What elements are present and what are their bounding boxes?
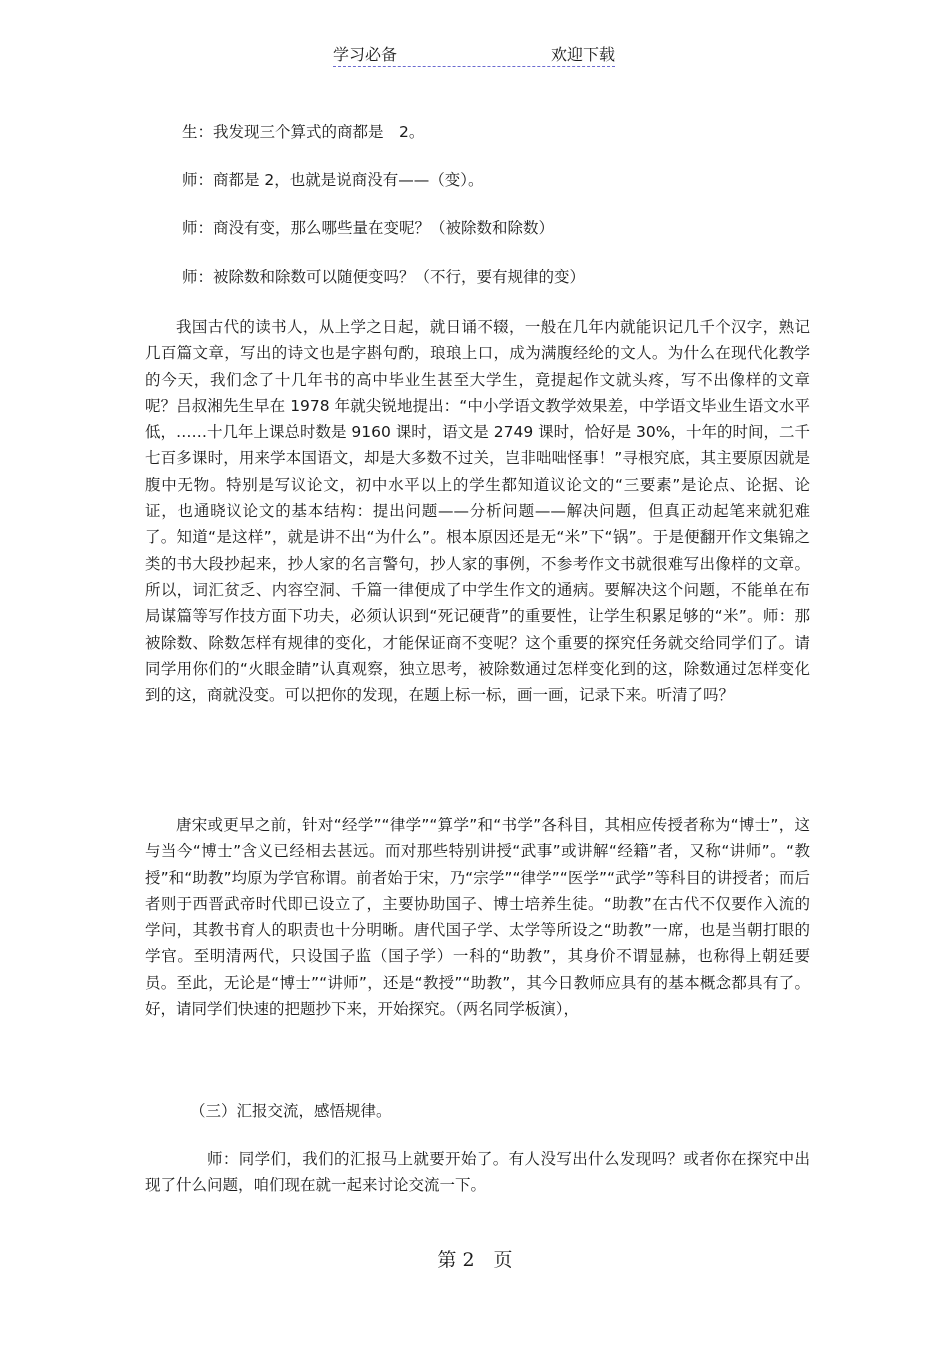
page-header xyxy=(333,40,615,67)
dialog-line-2: 师：商都是 2，也就是说商没有——（变）。 xyxy=(182,171,484,189)
dialog-line-3: 师：商没有变，那么哪些量在变呢？（被除数和除数） xyxy=(182,219,555,237)
paragraph-report: 师：同学们，我们的汇报马上就要开始了。有人没写出什么发现吗？或者你在探究中出现了什么问题，咱们现在就一起来讨论交流一下。 xyxy=(145,1150,810,1195)
section-heading: （三）汇报交流，感悟规律。 xyxy=(190,1102,392,1120)
dialog-line-4: 师：被除数和除数可以随便变吗？（不行，要有规律的变） xyxy=(182,268,586,286)
header-right-text: 欢迎下载 xyxy=(550,45,615,64)
paragraph-reading: 我国古代的读书人，从上学之日起，就日诵不辍，一般在几年内就能识记几千个汉字，熟记几百篇文章，写出的诗文也是字斟句酌，琅琅上口，成为满腹经纶的文人。为什么在现代化教学的今天，我们念了十几年书的高中毕业生甚至大学生，竟提起作文就头疼，写不出像样的文章呢？吕叔湘先生早在 1978 年就尖锐地提出：“中小学语文教学效果差，中学语文毕业生语文水平低，……十几年上课总时数是 9160 课时，语文是 2749 课时，恰好是 30%，十年的时间，二千七百多课时，用来学本国语文，却是大多数不过关，岂非咄咄怪事！”寻根究底，其主要原因就是腹中无物。特别是写议论文，初中水平以上的学生都知道议论文的“三要素”是论点、论据、论证，也通晓议论文的基本结构：提出问题——分析问题——解决问题，但真正动起笔来就犯难了。知道“是这样”，就是讲不出“为什么”。根本原因还是无“米”下“锅”。于是便翻开作文集锦之类的书大段抄起来，抄人家的名言警句，抄人家的事例，不参考作文书就很难写出像样的文章。所以，词汇贫乏、内容空洞、千篇一律便成了中学生作文的通病。要解决这个问题，不能单在布局谋篇等写作技方面下功夫，必须认识到“死记硬背”的重要性，让学生积累足够的“米”。师：那被除数、除数怎样有规律的变化，才能保证商不变呢？这个重要的探究任务就交给同学们了。请同学用你们的“火眼金睛”认真观察，独立思考，被除数通过怎样变化到的这，除数通过怎样变化到的这，商就没变。可以把你的发现，在题上标一标，画一画，记录下来。听清了吗？ xyxy=(145,318,810,705)
dialog-line-1: 生：我发现三个算式的商都是 2。 xyxy=(182,123,425,141)
page-number: 第 2 页 xyxy=(437,1249,513,1271)
paragraph-history: 唐宋或更早之前，针对“经学”“律学”“算学”和“书学”各科目，其相应传授者称为“博士”，这与当今“博士”含义已经相去甚远。而对那些特别讲授“武事”或讲解“经籍”者，又称“讲师”。“教授”和“助教”均原为学官称谓。前者始于宋，乃“宗学”“律学”“医学”“武学”等科目的讲授者；而后者则于西晋武帝时代即已设立了，主要协助国子、博士培养生徒。“助教”在古代不仅要作入流的学问，其教书育人的职责也十分明晰。唐代国子学、太学等所设之“助教”一席，也是当朝打眼的学官。至明清两代，只设国子监（国子学）一科的“助教”，其身价不谓显赫，也称得上朝廷要员。至此，无论是“博士”“讲师”，还是“教授”“助教”，其今日教师应具有的基本概念都具有了。好，请同学们快速的把题抄下来，开始探究。（两名同学板演）， xyxy=(145,816,810,1019)
header-left-text: 学习必备 xyxy=(333,45,398,64)
